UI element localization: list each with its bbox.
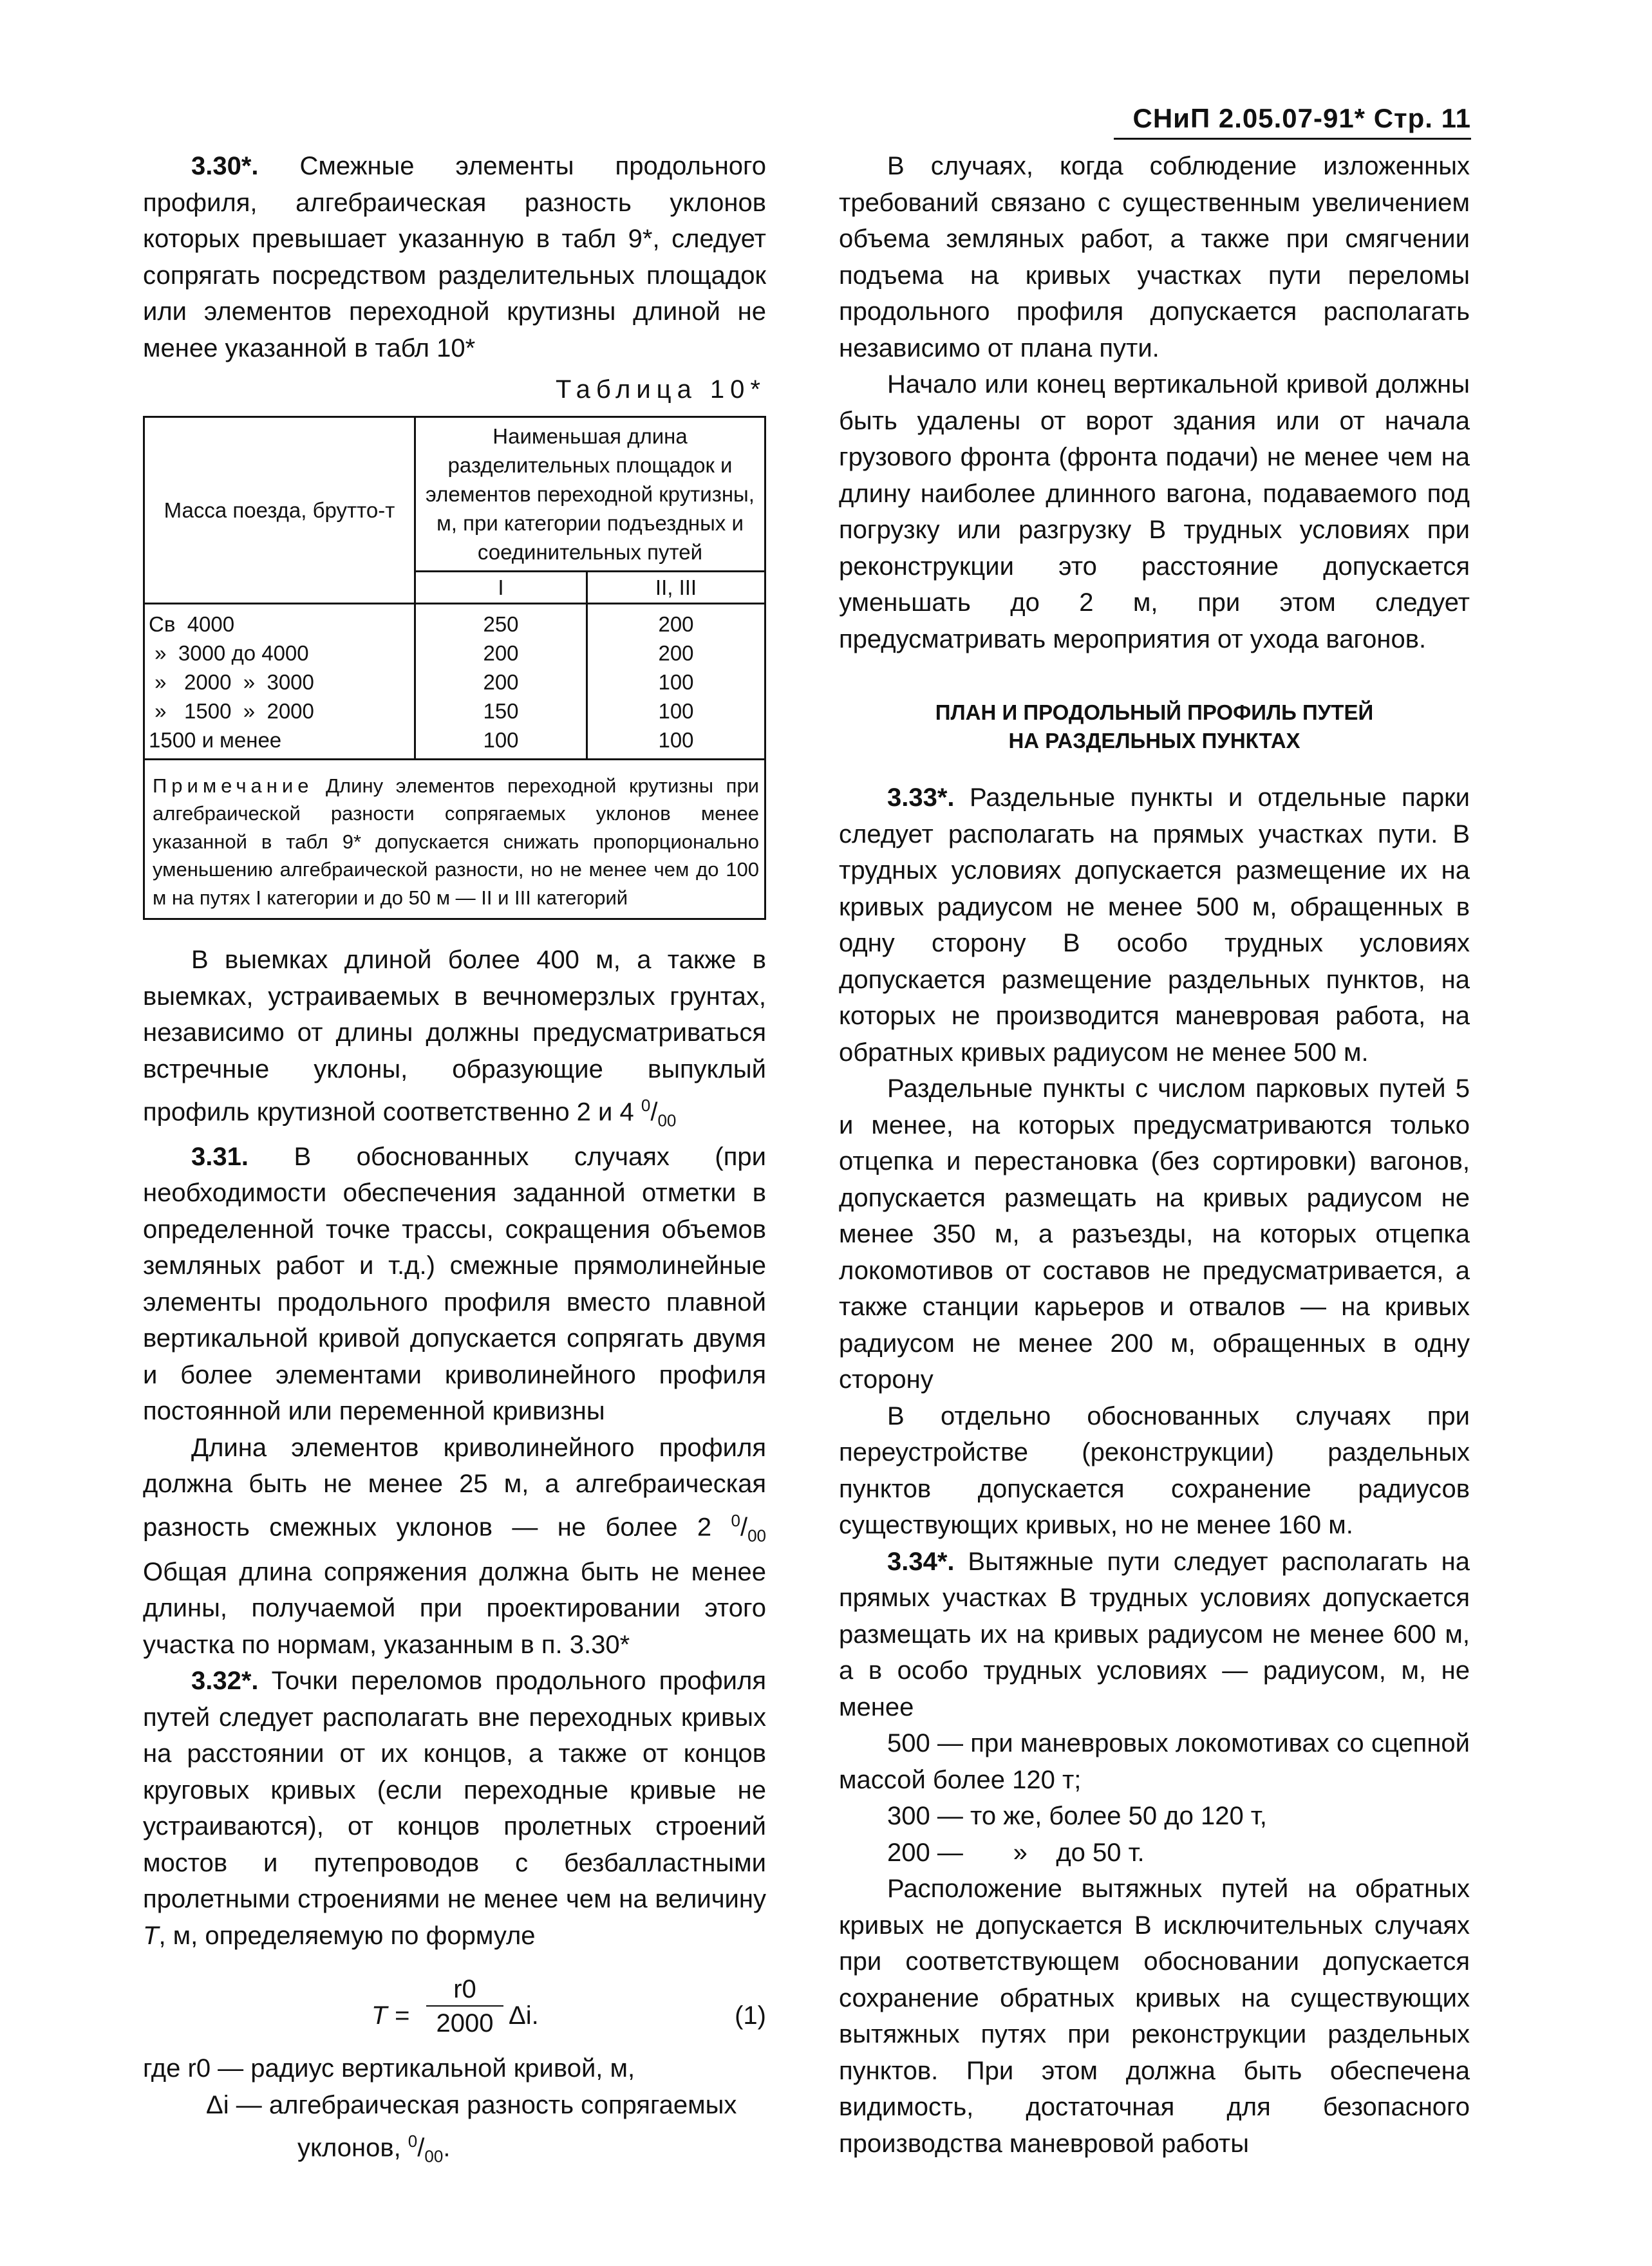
right-column	[839, 148, 1470, 2162]
section-title	[839, 698, 1470, 755]
paragraph-3-33	[839, 780, 1470, 1071]
note-text: Длину элементов переходной крутизны при алгебраической разности сопрягаемых уклонов менее указанной в табл 9* допускается снижать пропорционально уменьшению алгебраической разности, но не менее чем до 100 м на путях I категории и до 50 м — II и III категорий	[153, 774, 759, 909]
where-line-3: уклонов, $^0/_{00}$.	[297, 2131, 451, 2166]
header-category-ii-iii: II, III	[587, 571, 765, 603]
formula-1	[143, 1973, 766, 2050]
formula-fraction	[426, 1973, 503, 2040]
paragraph-raspolozhenie: Расположение вытяжных путей на обратных кривых не допускается В исключительных случаях при соответствующем обосновании допускается сохранение обратных кривых на существующих вытяжных путях при реконструкции раздельных пунктов. При этом должна быть обеспечена видимость, достаточная для безопасного производства маневровой работы	[839, 1875, 1470, 2158]
paragraph-3-32	[143, 1663, 766, 1954]
paragraph-text: Общая длина сопряжения должна быть не менее длины, получаемой при проектировании этого участка по нормам, указанным в п. 3.30*	[143, 1557, 766, 1659]
list-item-200: 200 — » до 50 т.	[887, 1838, 1145, 1867]
table-cell: 250	[483, 612, 519, 636]
clause-number: 3.32*.	[191, 1667, 259, 1696]
table-note	[143, 760, 766, 921]
where-line-1: где r0 — радиус вертикальной кривой, м,	[143, 2054, 635, 2083]
header-mass: Масса поезда, брутто-т	[144, 417, 415, 603]
paragraph-3-34	[839, 1544, 1470, 1726]
running-head: СНиП 2.05.07-91* Стр. 11	[1114, 103, 1471, 140]
paragraph-vyemki: В выемках длиной более 400 м, а также в выемках, устраиваемых в вечномерзлых грунтах, независимо от длины должны предусматриваться встречные уклоны, образующие выпуклый профиль крутизной соответственно 2 и 4 $^0/_{00}$	[143, 946, 766, 1130]
paragraph-text: Длина элементов криволинейного профиля должна быть не менее 25 м, а алгебраическая разность смежных уклонов — не более 2	[143, 1433, 766, 1542]
table-cell: 150	[483, 698, 519, 723]
list-item-500: 500 — при маневровых локомотивах со сцепной массой более 120 т;	[839, 1729, 1470, 1794]
table-cell: 100	[483, 727, 519, 752]
paragraph-text: В выемках длиной более 400 м, а также в выемках, устраиваемых в вечномерзлых грунтах, независимо от длины должны предусматриваться встречные уклоны, образующие выпуклый профиль крутизной соответственно 2 и 4	[143, 946, 766, 1127]
paragraph-text: уклонов,	[297, 2133, 408, 2162]
paragraph-text: Раздельные пункты и отдельные парки следует располагать на прямых участках пути. В трудных условиях допускается размещение их на кривых радиусом не менее 500 м, обращенных в одну сторону В особо трудных условиях допускается размещение раздельных пунктов, на которых не производится маневровая работа, на обратных кривых радиусом не менее 500 м.	[839, 783, 1470, 1067]
paragraph-text: Вытяжные пути следует располагать на прямых участках В трудных условиях допускается размещать их на кривых радиусом не менее 600 м, а в особо трудных условиях — радиусом, м, не менее	[839, 1547, 1470, 1721]
paragraph-3-31	[143, 1139, 766, 1430]
paragraph-razdelnye: Раздельные пункты с числом парковых путей 5 и менее, на которых предусматриваются только отцепка и перестановка (без сортировки) вагонов, допускается размещать на кривых радиусом не менее 350 м, а разъезды, на которых отцепка локомотивов от составов не предусматривается, а также станции карьеров и отвалов — на кривых радиусом не менее 200 м, обращенных в одну сторону	[839, 1074, 1470, 1394]
header-category-i: I	[415, 571, 587, 603]
equation-number: (1)	[735, 2001, 766, 2030]
table-cell: Св 4000	[149, 612, 235, 636]
formula-numerator: r0	[426, 1973, 503, 2007]
list-item-300: 300 — то же, более 50 до 120 т,	[887, 1802, 1267, 1830]
paragraph-otdelno: В отдельно обоснованных случаях при переустройстве (реконструкции) раздельных пунктов допускается сохранение радиусов существующих кривых, но не менее 160 м.	[839, 1401, 1470, 1539]
paragraph-text: В обоснованных случаях (при необходимости обеспечения заданной отметки в определенной точке трассы, сокращения объемов земляных работ и т.д.) смежные прямолинейные элементы продольного профиля вместо плавной вертикальной кривой допускается сопрягать двумя и более элементами криволинейного профиля постоянной или переменной кривизны	[143, 1142, 766, 1426]
table-cell: » 2000 » 3000	[149, 670, 314, 694]
clause-number: 3.33*.	[887, 783, 955, 812]
formula-rhs: Δi.	[509, 2001, 539, 2030]
mass-column	[144, 603, 415, 759]
table-cell: 200	[658, 641, 694, 665]
paragraph-text: Смежные элементы продольного профиля, алгебраическая разность уклонов которых превышает указанную в табл 9*, следует сопрягать посредством разделительных площадок или элементов переходной крутизны длиной не менее указанной в табл 10*	[143, 152, 766, 362]
table-cell: » 3000 до 4000	[149, 641, 309, 665]
paragraph-dlina: Длина элементов криволинейного профиля должна быть не менее 25 м, а алгебраическая разность смежных уклонов — не более 2 $^0/_{00}$ Общая длина сопряжения должна быть не менее длины, получаемой при проектировании этого участка по нормам, указанным в п. 3.30*	[143, 1433, 766, 1659]
formula-denominator: 2000	[436, 2009, 494, 2038]
where-line-2: Δi — алгебраическая разность сопрягаемых	[206, 2090, 737, 2119]
paragraph-text: Точки переломов продольного профиля путей следует располагать вне переходных кривых на расстоянии от их концов, а также от концов круговых кривых (если переходные кривые не устраиваются), от концов пролетных строений мостов и путепроводов с безбалластными пролетными строениями не менее чем на величину	[143, 1667, 766, 1914]
paragraph-3-30	[143, 148, 766, 366]
paragraph-text: .	[443, 2133, 451, 2162]
table-cell: 200	[483, 670, 519, 694]
table-caption: Таблица 10*	[555, 375, 766, 404]
clause-number: 3.34*.	[887, 1547, 955, 1576]
variable-t: T	[143, 1921, 159, 1950]
paragraph-nachalo: Начало или конец вертикальной кривой должны быть удалены от ворот здания или от начала грузового фронта (фронта подачи) не менее чем на длину наиболее длинного вагона, подаваемого под погрузку или разгрузку В трудных условиях при реконструкции это расстояние допускается уменьшать до 2 м, при этом следует предусматривать мероприятия от ухода вагонов.	[839, 370, 1470, 653]
clause-number: 3.30*.	[191, 152, 259, 180]
formula-lhs: T =	[371, 2001, 409, 2030]
table-10	[143, 416, 766, 760]
table-cell: 200	[483, 641, 519, 665]
table-cell: » 1500 » 2000	[149, 698, 314, 723]
left-column	[143, 148, 766, 2175]
table-cell: 1500 и менее	[149, 727, 282, 752]
table-cell: 200	[658, 612, 694, 636]
clause-number: 3.31.	[191, 1142, 249, 1171]
paragraph-text: , м, определяемую по формуле	[158, 1921, 536, 1950]
section-title-line-1: ПЛАН И ПРОДОЛЬНЫЙ ПРОФИЛЬ ПУТЕЙ	[935, 700, 1374, 724]
category-ii-iii-column	[587, 603, 765, 759]
table-cell: 100	[658, 698, 694, 723]
category-i-column	[415, 603, 587, 759]
section-title-line-2: НА РАЗДЕЛЬНЫХ ПУНКТАХ	[1008, 729, 1300, 753]
table-cell: 100	[658, 670, 694, 694]
paragraph-sluchai: В случаях, когда соблюдение изложенных требований связано с существенным увеличением объема земляных работ, а также при смягчении подъема на кривых участках пути переломы продольного профиля допускается располагать независимо от плана пути.	[839, 152, 1470, 362]
note-label: Примечание	[153, 774, 314, 797]
table-cell: 100	[658, 727, 694, 752]
header-length: Наименьшая длина разделительных площадок и элементов переходной крутизны, м, при категории подъездных и соединительных путей	[415, 417, 765, 571]
